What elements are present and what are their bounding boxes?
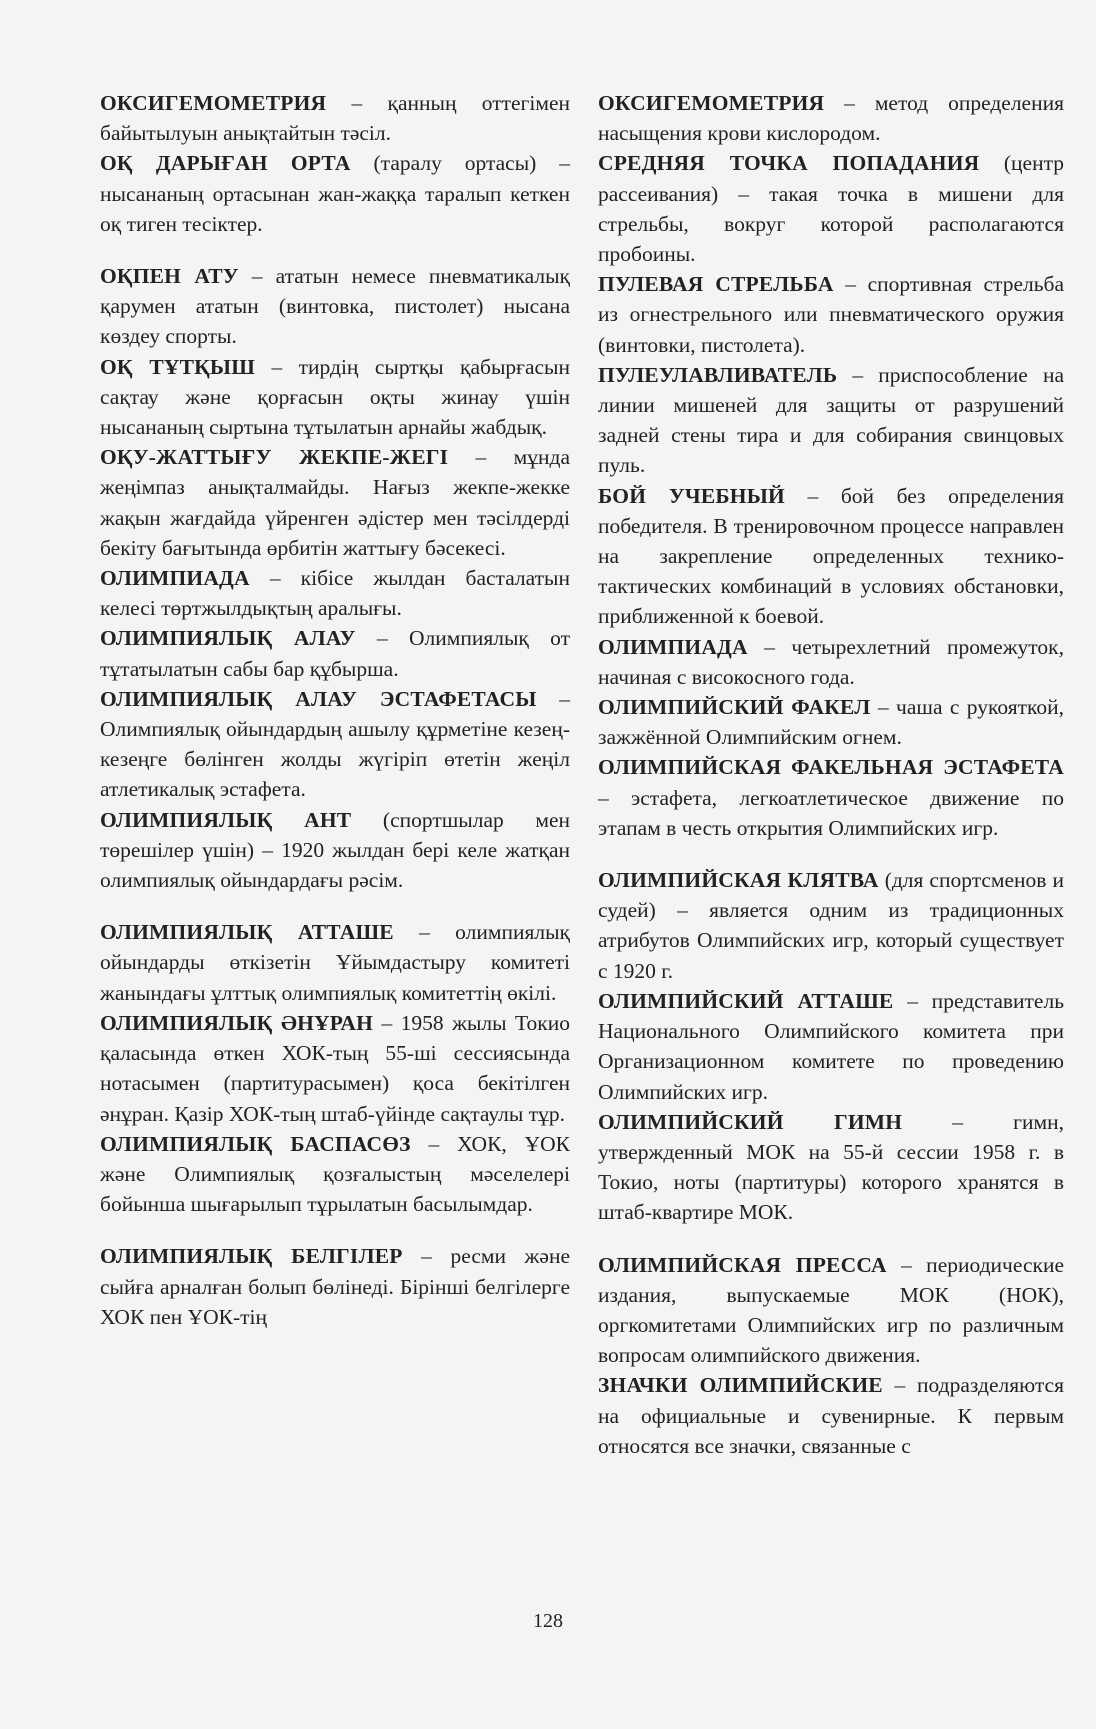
entry-definition: – гимн, утвержденный МОК на 55-й сессии 1958 г. в Токио, ноты (партитуры) которого хранятся в штаб-квартире МОК. <box>598 1109 1064 1225</box>
entry-left-6 <box>100 563 570 623</box>
entry-term: ОҚУ-ЖАТТЫҒУ ЖЕКПЕ-ЖЕГІ <box>100 445 449 470</box>
entry-term: ОЛИМПИЯЛЫҚ ӘНҰРАН <box>100 1010 373 1035</box>
entry-term: ПУЛЕУЛАВЛИВАТЕЛЬ <box>598 362 838 387</box>
entry-left-13 <box>100 1241 570 1332</box>
entry-left-3 <box>100 261 570 352</box>
entry-definition: (для спортсменов и судей) – является одним из традиционных атрибутов Олимпийских игр, который существует с 1920 г. <box>598 868 1064 983</box>
entry-definition: – ресми және сыйға арналған болып бөлінеді. Бірінші белгілерге ХОК пен ҰОК-тің <box>100 1244 570 1329</box>
entry-definition: – қанның оттегімен байытылуын анықтайтын тәсіл. <box>100 91 570 146</box>
entry-right-11 <box>598 1107 1064 1228</box>
entry-right-12 <box>598 1250 1064 1371</box>
entry-definition: – 1958 жылы Токио қаласында өткен ХОК-тың 55-ші сессиясында нотасымен (партитурасымен) қоса бекітілген әнұран. Қазір ХОК-тың штаб-үйінде сақтаулы тұр. <box>100 1010 570 1126</box>
entry-term: ОҚ ТҰТҚЫШ <box>100 354 256 379</box>
entry-term: ОЛИМПИЙСКАЯ ПРЕССА <box>598 1252 887 1277</box>
entry-left-11 <box>100 1008 570 1129</box>
entry-term: ОЛИМПИЯЛЫҚ БАСПАСӨЗ <box>100 1131 411 1156</box>
entry-definition: – кібісе жылдан басталатын келесі төртжылдықтың аралығы. <box>100 566 570 621</box>
entry-definition: – периодические издания, выпускаемые МОК (НОК), оргкомитетами Олимпийских игр по различным вопросам олимпийского движения. <box>598 1252 1064 1368</box>
entry-right-6 <box>598 632 1064 692</box>
entry-right-5 <box>598 481 1064 632</box>
entry-term: ПУЛЕВАЯ СТРЕЛЬБА <box>598 272 834 297</box>
entry-term: ОҚПЕН АТУ <box>100 264 239 289</box>
entry-left-2 <box>100 148 570 239</box>
entry-term: ОЛИМПИЙСКИЙ ГИМН <box>598 1109 903 1134</box>
entry-left-1 <box>100 88 570 148</box>
entry-term: ОЛИМПИАДА <box>100 566 250 591</box>
entry-term: ОЛИМПИЯЛЫҚ АНТ <box>100 807 352 832</box>
entry-right-4 <box>598 360 1064 481</box>
entry-right-7 <box>598 692 1064 752</box>
page-number: 128 <box>533 1610 563 1632</box>
entry-definition: – ататын немесе пневматикалық қарумен ататын (винтовка, пистолет) нысана көздеу спорты. <box>100 264 570 349</box>
entry-left-8 <box>100 684 570 805</box>
entry-left-4 <box>100 352 570 443</box>
entry-term: ОЛИМПИЯЛЫҚ БЕЛГІЛЕР <box>100 1244 403 1269</box>
entry-definition: – мұнда жеңімпаз анықталмайды. Нағыз жекпе-жекке жақын жағдайда үйренген әдістер мен тәсілдерді бекіту бағытында өрбитін жаттығу бәсекесі. <box>100 445 570 560</box>
entry-definition: – эстафета, легкоатлетическое движение по этапам в честь открытия Олимпийских игр. <box>598 785 1064 840</box>
entry-definition: – Олимпиялық от тұтатылатын сабы бар құбырша. <box>100 626 570 681</box>
entry-left-9 <box>100 805 570 896</box>
entry-right-1 <box>598 88 1064 148</box>
entry-definition: – представитель Национального Олимпийского комитета при Организационном комитете по проведению Олимпийских игр. <box>598 988 1065 1104</box>
russian-column <box>598 88 1064 1461</box>
entry-definition: – Олимпиялық ойындардың ашылу құрметіне кезең-кезеңге бөлінген жолды жүгіріп өтетін жеңіл атлетикалық эстафета. <box>100 686 571 802</box>
entry-term: ОЛИМПИЯЛЫҚ АЛАУ <box>100 626 356 651</box>
entry-right-10 <box>598 986 1064 1107</box>
entry-term: ОЛИМПИЙСКИЙ АТТАШЕ <box>598 988 894 1013</box>
entry-term: БОЙ УЧЕБНЫЙ <box>598 483 785 508</box>
entry-definition: (центр рассеивания) – такая точка в мишени для стрельбы, вокруг которой располагаются пробоины. <box>598 151 1065 267</box>
kazakh-column <box>100 88 570 1332</box>
entry-definition: – чаша с рукояткой, зажжённой Олимпийским огнем. <box>598 695 1064 750</box>
entry-term: СРЕДНЯЯ ТОЧКА ПОПАДАНИЯ <box>598 151 980 176</box>
entry-definition: – спортивная стрельба из огнестрельного или пневматического оружия (винтовки, пистолета). <box>598 272 1064 357</box>
entry-left-10 <box>100 917 570 1008</box>
entry-term: ОҚ ДАРЫҒАН ОРТА <box>100 151 351 176</box>
entry-definition: – метод определения насыщения крови кислородом. <box>598 91 1064 146</box>
entry-right-2 <box>598 148 1064 269</box>
entry-definition: – подразделяются на официальные и сувенирные. К первым относятся все значки, связанные с <box>598 1373 1064 1458</box>
entry-definition: (спортшылар мен төрешілер үшін) – 1920 жылдан бері келе жатқан олимпиялық ойындардағы рәсім. <box>100 807 571 893</box>
entry-definition: – приспособление на линии мишеней для защиты от разрушений задней стены тира и для собирания свинцовых пуль. <box>598 362 1064 478</box>
entry-definition: (таралу ортасы) – нысананың ортасынан жан-жаққа таралып кеткен оқ тиген тесіктер. <box>100 151 570 236</box>
entry-term: ОЛИМПИЙСКАЯ КЛЯТВА <box>598 868 879 893</box>
entry-term: ОЛИМПИЙСКАЯ ФАКЕЛЬНАЯ ЭСТАФЕТА <box>598 755 1064 780</box>
entry-term: ОКСИГЕМОМЕТРИЯ <box>100 91 327 115</box>
entry-definition: – олимпиялық ойындарды өткізетін Ұйымдастыру комитеті жанындағы ұлттық олимпиялық комитеттің өкілі. <box>100 920 570 1005</box>
entry-left-7 <box>100 623 570 683</box>
entry-right-13 <box>598 1370 1064 1461</box>
entry-right-9 <box>598 865 1064 986</box>
entry-left-12 <box>100 1129 570 1220</box>
entry-term: ОЛИМПИЯЛЫҚ АЛАУ ЭСТАФЕТАСЫ <box>100 686 537 711</box>
entry-term: ОКСИГЕМОМЕТРИЯ <box>598 91 825 115</box>
entry-term: ОЛИМПИЙСКИЙ ФАКЕЛ <box>598 695 871 720</box>
entry-term: ЗНАЧКИ ОЛИМПИЙСКИЕ <box>598 1373 883 1398</box>
entry-right-8 <box>598 752 1064 843</box>
entry-left-5 <box>100 442 570 563</box>
entry-definition: – четырехлетний промежуток, начиная с високосного года. <box>598 634 1064 689</box>
entry-definition: – бой без определения победителя. В тренировочном процессе направлен на закрепление определенных технико-тактических комбинаций в условиях обстановки, приближенной к боевой. <box>598 483 1064 629</box>
entry-term: ОЛИМПИЯЛЫҚ АТТАШЕ <box>100 920 394 945</box>
entry-definition: – тирдің сыртқы қабырғасын сақтау және қорғасын оқты жинау үшін нысананың сыртына тұтылатын арнайы жабдық. <box>100 354 570 440</box>
entry-right-3 <box>598 269 1064 360</box>
entry-term: ОЛИМПИАДА <box>598 634 748 659</box>
entry-definition: – ХОК, ҰОК және Олимпиялық қозғалыстың мәселелері бойынша шығарылып тұрылатын басылымдар. <box>100 1131 570 1217</box>
